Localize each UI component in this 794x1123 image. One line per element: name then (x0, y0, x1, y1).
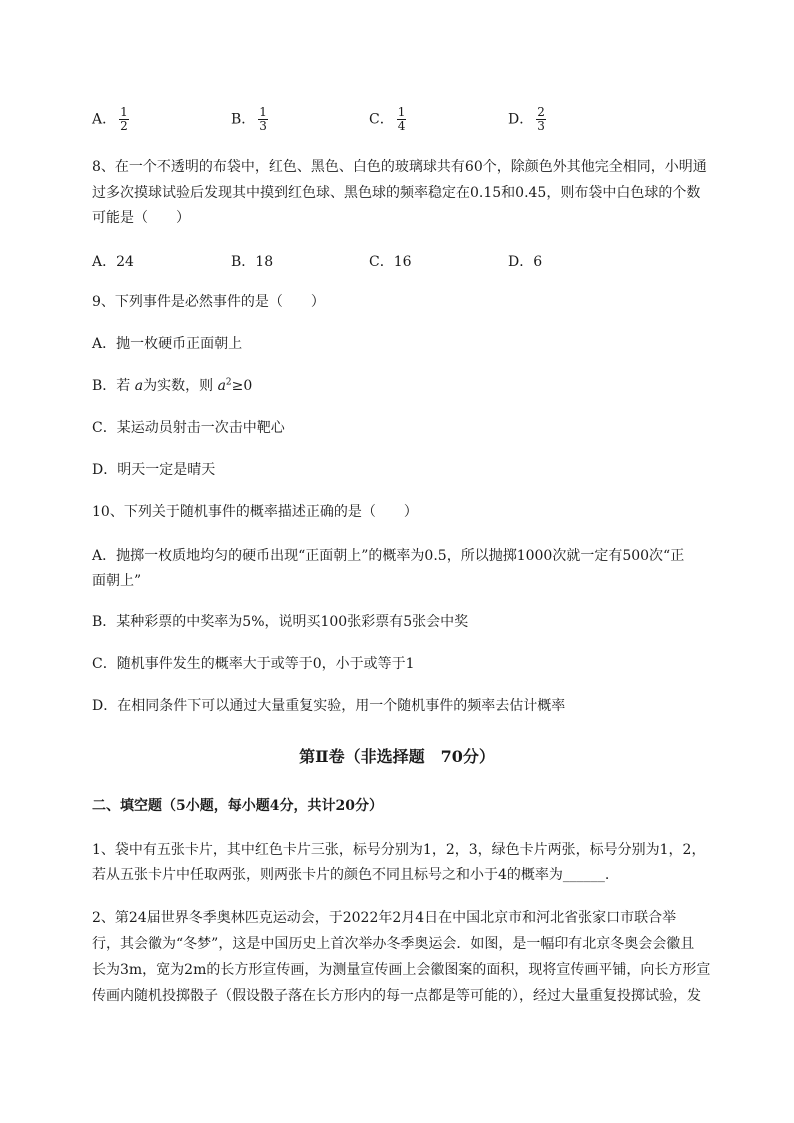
q10-stem: 10、下列关于随机事件的概率描述正确的是（ ） (92, 504, 418, 520)
q8-stem-line2: 过多次摸球试验后发现其中摸到红色球、黑色球的频率稳定在0.15和0.45，则布袋中白色球的个数 (92, 185, 701, 201)
denominator: 4 (397, 119, 406, 133)
numerator: 1 (259, 105, 267, 119)
q9-stem: 9、下列事件是必然事件的是（ ） (92, 294, 325, 310)
q10-option-d: D．在相同条件下可以通过大量重复实验，用一个随机事件的频率去估计概率 (92, 698, 566, 714)
denominator: 3 (259, 119, 267, 133)
q8-option-b: B．18 (231, 254, 274, 270)
fraction (119, 106, 129, 133)
option-label: D． (508, 111, 534, 128)
q9-option-d: D．明天一定是晴天 (92, 462, 216, 478)
numerator: 1 (120, 105, 128, 119)
variable: a (217, 378, 226, 394)
denominator: 3 (537, 119, 545, 133)
q7-option-a (92, 106, 129, 133)
q10-option-c: C．随机事件发生的概率大于或等于0，小于或等于1 (92, 656, 415, 672)
numerator: 1 (397, 105, 406, 119)
fraction (397, 106, 407, 133)
option-label: A． (92, 111, 117, 128)
fill2-line4: 传画内随机投掷骰子（假设骰子落在长方形内的每一点都是等可能的），经过大量重复投掷试验，发 (92, 988, 701, 1004)
option-label: C． (369, 111, 394, 128)
option-text: 为实数，则 (143, 378, 218, 394)
fill1-line1: 1、袋中有五张卡片，其中红色卡片三张，标号分别为1，2，3，绿色卡片两张，标号分别为1，2， (92, 842, 706, 858)
option-text: B．若 (92, 378, 135, 394)
q8-stem-line3: 可能是（ ） (92, 210, 190, 226)
q7-option-c (369, 106, 406, 133)
fill2-line3: 长为3m，宽为2m的长方形宣传画，为测量宣传画上会徽图案的面积，现将宣传画平铺，向长方形宣 (92, 962, 711, 978)
q8-stem-line1: 8、在一个不透明的布袋中，红色、黑色、白色的玻璃球共有60个，除颜色外其他完全相同，小明通 (92, 159, 707, 175)
q7-option-b (231, 106, 268, 133)
denominator: 2 (120, 119, 128, 133)
q7-option-d (508, 106, 546, 133)
numerator: 2 (537, 105, 545, 119)
q9-option-a: A．抛一枚硬币正面朝上 (92, 336, 243, 352)
q9-option-c: C．某运动员射击一次击中靶心 (92, 420, 285, 436)
fraction (258, 106, 268, 133)
option-label: B． (231, 111, 256, 128)
fill1-line2: 若从五张卡片中任取两张，则两张卡片的颜色不同且标号之和小于4的概率为______. (92, 867, 610, 883)
q10-option-a-line2: 面朝上” (92, 573, 142, 589)
section-subtitle: 二、填空题（5小题，每小题4分，共计20分） (92, 798, 383, 814)
option-text: ≥0 (231, 378, 253, 394)
section-title: 第Ⅱ卷（非选择题 70分） (299, 747, 495, 766)
variable: a (134, 378, 144, 394)
fraction (536, 106, 546, 133)
exponent: 2 (225, 377, 232, 388)
fill2-line1: 2、第24届世界冬季奥林匹克运动会，于2022年2月4日在中国北京市和河北省张家口市联合举 (92, 910, 677, 926)
q10-option-b: B．某种彩票的中奖率为5%，说明买100张彩票有5张会中奖 (92, 614, 469, 630)
q8-option-a: A．24 (92, 254, 134, 270)
q9-option-b (92, 376, 252, 396)
q10-option-a-line1: A．抛掷一枚质地均匀的硬币出现“正面朝上”的概率为0.5，所以抛掷1000次就一定有500次“正 (92, 548, 685, 564)
q8-option-d: D．6 (508, 254, 543, 270)
fill2-line2: 行，其会徽为“冬梦”，这是中国历史上首次举办冬季奥运会．如图，是一幅印有北京冬奥会会徽且 (92, 936, 695, 952)
q8-option-c: C．16 (369, 254, 412, 270)
